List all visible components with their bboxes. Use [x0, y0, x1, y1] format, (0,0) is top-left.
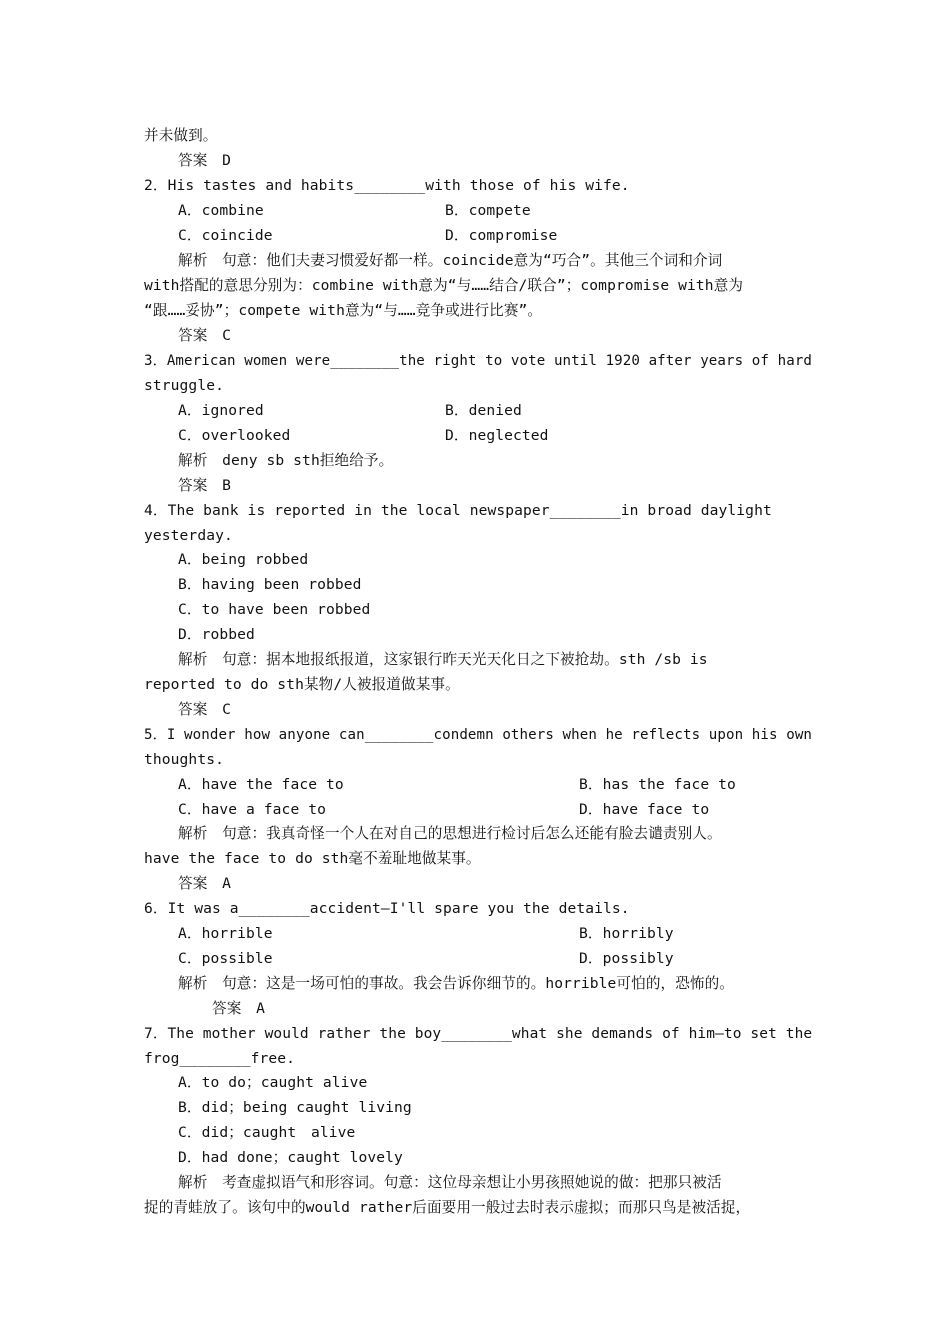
option-c: C．overlooked [178, 427, 291, 444]
option-a: A．being robbed [178, 551, 309, 568]
analysis-line: reported to do sth某物/人被报道做某事。 [144, 676, 460, 693]
question-2: 2．His tastes and habits________with those of his wife. [144, 177, 630, 194]
option-d: D．have face to [579, 801, 710, 818]
option-d: D．possibly [579, 950, 674, 967]
option-a: A．to do；caught alive [178, 1074, 368, 1091]
option-b: B．compete [445, 202, 531, 219]
option-b: B．having been robbed [178, 576, 362, 593]
analysis-line: have the face to do sth毫不羞耻地做某事。 [144, 850, 481, 867]
analysis-line: 解析 句意：据本地报纸报道，这家银行昨天光天化日之下被抢劫。sth /sb is [178, 651, 708, 668]
question-6: 6．It was a________accident—I'll spare you the details. [144, 900, 630, 917]
answer-line: 答案 B [178, 477, 231, 494]
option-c: C．to have been robbed [178, 601, 371, 618]
question-4: 4．The bank is reported in the local newspaper________in broad daylight [144, 502, 772, 519]
analysis-line: “跟……妥协”；compete with意为“与……竞争或进行比赛”。 [144, 302, 543, 319]
option-d: D．had done；caught lovely [178, 1149, 403, 1166]
option-c: C．coincide [178, 227, 273, 244]
option-a: A．ignored [178, 402, 264, 419]
option-c: C．did；caught alive [178, 1124, 356, 1141]
analysis-line: 捉的青蛙放了。该句中的would rather后面要用一般过去时表示虚拟；而那只鸟是被活捉， [144, 1199, 751, 1216]
analysis-line: with搭配的意思分别为：combine with意为“与……结合/联合”；compromise with意为 [144, 277, 744, 294]
question-5: 5．I wonder how anyone can________condemn others when he reflects upon his own [144, 726, 813, 743]
answer-line: 答案 D [178, 152, 231, 169]
option-a: A．have the face to [178, 776, 344, 793]
option-d: D．robbed [178, 626, 255, 643]
analysis-line: 解析 deny sb sth拒绝给予。 [178, 452, 394, 469]
question-3: 3．American women were________the right to vote until 1920 after years of hard [144, 352, 813, 369]
option-b: B．has the face to [579, 776, 736, 793]
question-5-cont: thoughts. [144, 751, 224, 768]
question-7-cont: frog________free. [144, 1050, 296, 1067]
answer-line: 答案 A [212, 1000, 265, 1017]
option-a: A．combine [178, 202, 264, 219]
answer-line: 答案 A [178, 875, 231, 892]
question-4-cont: yesterday. [144, 527, 233, 544]
option-c: C．have a face to [178, 801, 326, 818]
option-b: B．did；being caught living [178, 1099, 412, 1116]
option-d: D．neglected [445, 427, 549, 444]
analysis-line: 解析 句意：这是一场可怕的事故。我会告诉你细节的。horrible可怕的，恐怖的。 [178, 975, 734, 992]
analysis-line: 解析 考查虚拟语气和形容词。句意：这位母亲想让小男孩照她说的做：把那只被活 [178, 1174, 722, 1191]
answer-line: 答案 C [178, 701, 231, 718]
option-b: B．horribly [579, 925, 674, 942]
analysis-line: 解析 句意：他们夫妻习惯爱好都一样。coincide意为“巧合”。其他三个词和介词 [178, 252, 723, 269]
question-7: 7．The mother would rather the boy________what she demands of him—to set the [144, 1025, 813, 1042]
question-3-cont: struggle. [144, 377, 224, 394]
option-b: B．denied [445, 402, 522, 419]
analysis-line: 解析 句意：我真奇怪一个人在对自己的思想进行检讨后怎么还能有脸去谴责别人。 [178, 825, 722, 842]
option-a: A．horrible [178, 925, 273, 942]
option-d: D．compromise [445, 227, 558, 244]
answer-line: 答案 C [178, 327, 231, 344]
option-c: C．possible [178, 950, 273, 967]
text-line: 并未做到。 [144, 127, 218, 144]
